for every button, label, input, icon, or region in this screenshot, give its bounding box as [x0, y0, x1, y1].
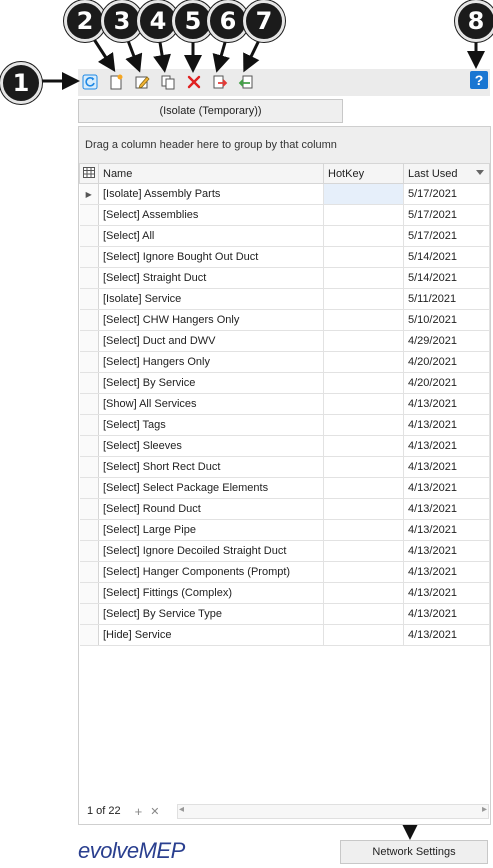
table-row[interactable]: [80, 310, 490, 331]
cell-hotkey[interactable]: [324, 457, 404, 478]
sort-descending-icon: [476, 170, 484, 175]
cell-name[interactable]: [Show] All Services: [99, 394, 324, 415]
cell-hotkey[interactable]: [324, 226, 404, 247]
cell-hotkey[interactable]: [324, 478, 404, 499]
cell-hotkey[interactable]: [324, 373, 404, 394]
cell-name[interactable]: [Hide] Service: [99, 625, 324, 646]
cell-name[interactable]: [Select] Hanger Components (Prompt): [99, 562, 324, 583]
row-indicator[interactable]: [80, 352, 99, 373]
callout-7: 7: [243, 0, 285, 42]
group-by-panel: Drag a column header here to group by that column: [79, 127, 490, 163]
row-indicator[interactable]: [80, 415, 99, 436]
row-indicator[interactable]: [80, 541, 99, 562]
scroll-left-icon[interactable]: ◂: [179, 804, 185, 815]
cell-hotkey[interactable]: [324, 184, 404, 205]
cell-last-used[interactable]: 5/14/2021: [404, 268, 490, 289]
cell-last-used[interactable]: 4/20/2021: [404, 352, 490, 373]
cell-last-used[interactable]: 5/17/2021: [404, 226, 490, 247]
cell-last-used[interactable]: 4/13/2021: [404, 604, 490, 625]
row-indicator[interactable]: [80, 583, 99, 604]
evolvemep-logo: evolveMEP: [78, 838, 185, 863]
cell-last-used[interactable]: 4/13/2021: [404, 436, 490, 457]
callout-2: 2: [64, 0, 106, 42]
cell-name[interactable]: [Select] Hangers Only: [99, 352, 324, 373]
column-header-last-used[interactable]: [404, 164, 490, 184]
column-chooser-icon[interactable]: [80, 164, 99, 184]
cell-name[interactable]: [Select] By Service Type: [99, 604, 324, 625]
table-row[interactable]: [80, 184, 490, 205]
cell-last-used[interactable]: 4/13/2021: [404, 457, 490, 478]
row-indicator[interactable]: [80, 499, 99, 520]
cell-hotkey[interactable]: [324, 520, 404, 541]
help-button[interactable]: ?: [470, 71, 488, 89]
cell-last-used[interactable]: 4/13/2021: [404, 415, 490, 436]
cell-hotkey[interactable]: [324, 604, 404, 625]
active-tag-button[interactable]: (Isolate (Temporary)): [78, 99, 343, 123]
cell-hotkey[interactable]: [324, 205, 404, 226]
cell-hotkey[interactable]: [324, 331, 404, 352]
table-row[interactable]: [80, 541, 490, 562]
row-indicator[interactable]: [80, 331, 99, 352]
cell-last-used[interactable]: 4/13/2021: [404, 541, 490, 562]
row-indicator[interactable]: [80, 457, 99, 478]
row-indicator[interactable]: [80, 436, 99, 457]
table-row[interactable]: [80, 247, 490, 268]
column-header-hotkey[interactable]: HotKey: [324, 164, 404, 184]
table-row[interactable]: [80, 604, 490, 625]
table-row[interactable]: [80, 457, 490, 478]
horizontal-scrollbar[interactable]: [177, 804, 489, 819]
cell-last-used[interactable]: 5/17/2021: [404, 205, 490, 226]
cell-name[interactable]: [Select] Round Duct: [99, 499, 324, 520]
cell-last-used[interactable]: 4/13/2021: [404, 583, 490, 604]
table-row[interactable]: [80, 499, 490, 520]
cell-name[interactable]: [Select] Short Rect Duct: [99, 457, 324, 478]
cell-name[interactable]: [Select] Sleeves: [99, 436, 324, 457]
cell-last-used[interactable]: 4/13/2021: [404, 520, 490, 541]
row-indicator[interactable]: [80, 289, 99, 310]
cell-name[interactable]: [Select] Straight Duct: [99, 268, 324, 289]
cell-hotkey[interactable]: [324, 499, 404, 520]
cell-last-used[interactable]: 4/13/2021: [404, 499, 490, 520]
scroll-right-icon[interactable]: ▸: [481, 804, 487, 815]
add-row-button[interactable]: +: [134, 803, 143, 819]
row-indicator[interactable]: [80, 226, 99, 247]
row-indicator[interactable]: [80, 520, 99, 541]
row-indicator[interactable]: [80, 247, 99, 268]
grid-footer: [79, 799, 490, 823]
table-row[interactable]: [80, 352, 490, 373]
table-row[interactable]: [80, 478, 490, 499]
cell-hotkey[interactable]: [324, 289, 404, 310]
row-indicator[interactable]: [80, 562, 99, 583]
column-header-last-used-label: Last Used: [408, 167, 458, 180]
callout-4: 4: [137, 0, 179, 42]
cell-hotkey[interactable]: [324, 415, 404, 436]
row-indicator[interactable]: [80, 310, 99, 331]
row-indicator[interactable]: [80, 205, 99, 226]
cell-hotkey[interactable]: [324, 352, 404, 373]
cell-name[interactable]: [Select] Duct and DWV: [99, 331, 324, 352]
network-settings-button[interactable]: Network Settings: [340, 840, 488, 864]
callout-5: 5: [172, 0, 214, 42]
table-row[interactable]: [80, 625, 490, 646]
cell-name[interactable]: [Select] All: [99, 226, 324, 247]
column-header-name[interactable]: Name: [99, 164, 324, 184]
cell-name[interactable]: [Select] Ignore Decoiled Straight Duct: [99, 541, 324, 562]
cell-name[interactable]: [Isolate] Assembly Parts: [99, 184, 324, 205]
table-row[interactable]: [80, 520, 490, 541]
row-indicator[interactable]: [80, 625, 99, 646]
selection-grid: [78, 126, 491, 825]
page-indicator: 1 of 22: [87, 805, 121, 817]
cell-last-used[interactable]: 5/17/2021: [404, 184, 490, 205]
table-row[interactable]: [80, 205, 490, 226]
cell-hotkey[interactable]: [324, 625, 404, 646]
cell-hotkey[interactable]: [324, 562, 404, 583]
row-indicator[interactable]: [80, 373, 99, 394]
callout-1: 1: [0, 62, 42, 104]
cell-name[interactable]: [Isolate] Service: [99, 289, 324, 310]
cell-hotkey[interactable]: [324, 583, 404, 604]
cell-name[interactable]: [Select] Ignore Bought Out Duct: [99, 247, 324, 268]
cell-name[interactable]: [Select] By Service: [99, 373, 324, 394]
cell-last-used[interactable]: 5/10/2021: [404, 310, 490, 331]
table-row[interactable]: [80, 394, 490, 415]
callout-8: 8: [455, 0, 493, 42]
cell-hotkey[interactable]: [324, 394, 404, 415]
grid-table: [79, 163, 490, 646]
cell-hotkey[interactable]: [324, 310, 404, 331]
table-row[interactable]: [80, 562, 490, 583]
cell-name[interactable]: [Select] Large Pipe: [99, 520, 324, 541]
cell-name[interactable]: [Select] CHW Hangers Only: [99, 310, 324, 331]
remove-row-button[interactable]: ✕: [150, 805, 160, 818]
table-row[interactable]: [80, 436, 490, 457]
callout-6: 6: [207, 0, 249, 42]
table-row[interactable]: [80, 415, 490, 436]
table-row[interactable]: [80, 373, 490, 394]
table-row[interactable]: [80, 226, 490, 247]
cell-last-used[interactable]: 4/13/2021: [404, 478, 490, 499]
cell-name[interactable]: [Select] Fittings (Complex): [99, 583, 324, 604]
cell-hotkey[interactable]: [324, 247, 404, 268]
cell-last-used[interactable]: 5/11/2021: [404, 289, 490, 310]
cell-last-used[interactable]: 5/14/2021: [404, 247, 490, 268]
row-indicator[interactable]: [80, 394, 99, 415]
cell-name[interactable]: [Select] Tags: [99, 415, 324, 436]
row-indicator[interactable]: [80, 604, 99, 625]
table-row[interactable]: [80, 583, 490, 604]
cell-last-used[interactable]: 4/13/2021: [404, 562, 490, 583]
cell-hotkey[interactable]: [324, 268, 404, 289]
cell-last-used[interactable]: 4/13/2021: [404, 394, 490, 415]
cell-name[interactable]: [Select] Assemblies: [99, 205, 324, 226]
row-indicator[interactable]: [80, 268, 99, 289]
cell-last-used[interactable]: 4/29/2021: [404, 331, 490, 352]
table-row[interactable]: [80, 289, 490, 310]
table-row[interactable]: [80, 331, 490, 352]
cell-name[interactable]: [Select] Select Package Elements: [99, 478, 324, 499]
row-indicator[interactable]: [80, 478, 99, 499]
table-row[interactable]: [80, 268, 490, 289]
cell-last-used[interactable]: 4/13/2021: [404, 625, 490, 646]
cell-hotkey[interactable]: [324, 541, 404, 562]
row-indicator-icon[interactable]: ▶: [80, 184, 99, 205]
cell-hotkey[interactable]: [324, 436, 404, 457]
callout-3: 3: [101, 0, 143, 42]
cell-last-used[interactable]: 4/20/2021: [404, 373, 490, 394]
